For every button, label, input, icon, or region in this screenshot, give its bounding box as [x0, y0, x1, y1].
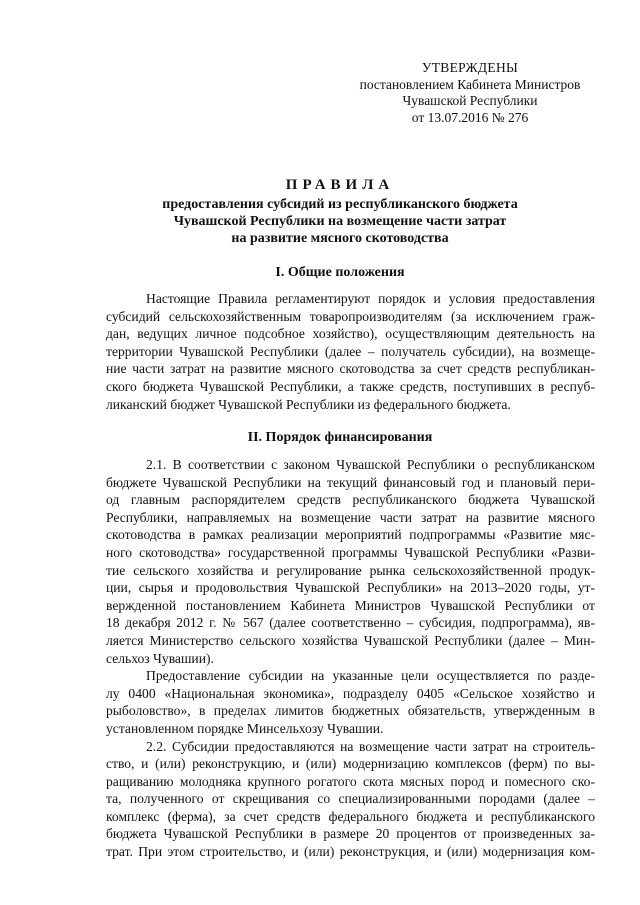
text-line: лу 0400 «Национальная экономика», подразделу 0405 «Сельское хозяйство и: [106, 685, 595, 701]
approval-line-1: постановлением Кабинета Министров: [359, 76, 581, 92]
text-line: 18 декабря 2012 г. № 567 (далее соответственно – субсидия, подпрограмма), яв-: [106, 615, 595, 631]
text-line: вержденной постановлением Кабинета Министров Чувашской Республики от: [106, 597, 595, 613]
text-line: ликанский бюджет Чувашской Республики из федерального бюджета.: [106, 396, 511, 412]
text-line: бюджета Чувашской Республики в размере 20 процентов от произведенных за-: [106, 826, 595, 842]
text-line: ляется Министерство сельского хозяйства Чувашской Республики (далее – Мин-: [106, 632, 595, 648]
document-title-line-2: Чувашской Республики на возмещение части затрат: [173, 214, 507, 229]
text-line: комплекс (ферма), за счет средств федерального бюджета и республиканского: [106, 808, 595, 824]
section-heading-financing: II. Порядок финансирования: [247, 430, 433, 445]
text-line: сельхоз Чувашии).: [106, 650, 214, 666]
document-title-line-1: предоставления субсидий из республиканского бюджета: [162, 197, 518, 212]
text-line: Предоставление субсидии на указанные цели осуществляется по разде-: [146, 668, 595, 684]
document-title: [100, 177, 580, 247]
text-line: та, полученного от скрещивания со специализированными породами (далее –: [106, 791, 595, 807]
approval-stamp: [330, 60, 610, 126]
text-line: субсидий сельскохозяйственным товаропроизводителям (за исключением граж-: [106, 308, 595, 324]
text-line: ние части затрат на развитие мясного скотоводства за счет средств республикан-: [106, 361, 595, 377]
text-line: ного скотоводства» государственной программы Чувашской Республики «Разви-: [106, 544, 595, 560]
text-line: дан, ведущих личное подсобное хозяйство), осуществляющим деятельность на: [106, 326, 595, 342]
text-line: ство, и (или) реконструкцию, и (или) модернизацию комплексов (ферм) по вы-: [106, 756, 595, 772]
text-line: 2.1. В соответствии с законом Чувашской Республики о республиканском: [146, 457, 595, 472]
text-line: ции, сырья и продовольствия Чувашской Республики» на 2013–2020 годы, ут-: [106, 580, 595, 596]
text-line: территории Чувашской Республики (далее – получатель субсидии), на возмеще-: [106, 343, 595, 359]
section-general-text: [106, 290, 595, 413]
text-line: рыболовство», в пределах лимитов бюджетных обязательств, утвержденным в: [106, 703, 595, 719]
approval-line-2: Чувашской Республики: [402, 93, 538, 108]
text-line: ского бюджета Чувашской Республики, а также средств, поступивших в респуб-: [106, 378, 595, 394]
text-line: бюджете Чувашской Республики на текущий финансовый год и плановый пери-: [106, 474, 595, 490]
text-line: ращиванию молодняка крупного рогатого скота мясных пород и помесного ско-: [106, 773, 595, 789]
approval-title: УТВЕРЖДЕНЫ: [421, 60, 519, 75]
section-financing-text: [106, 456, 595, 861]
text-line: 2.2. Субсидии предоставляются на возмещение части затрат на строитель-: [146, 738, 595, 754]
text-line: скотоводства в рамках реализации мероприятий подпрограммы «Развитие мяс-: [106, 527, 595, 543]
section-heading-general: I. Общие положения: [275, 265, 405, 280]
text-line: Республики, направляемых на возмещение части затрат на развитие мясного: [106, 509, 595, 525]
text-line: од главным распорядителем средств республиканского бюджета Чувашской: [106, 492, 595, 508]
approval-line-3: от 13.07.2016 № 276: [411, 109, 529, 125]
text-line: установленном порядке Минсельхозу Чувашии.: [106, 720, 384, 736]
text-line: Настоящие Правила регламентируют порядок и условия предоставления: [146, 291, 595, 306]
text-line: трат. При этом строительство, и (или) реконструкция, и (или) модернизация ком-: [106, 844, 595, 860]
text-line: тие сельского хозяйства и регулирование рынка сельскохозяйственной продук-: [106, 562, 595, 578]
document-title-head: ПРАВИЛА: [285, 177, 395, 193]
document-title-line-3: на развитие мясного скотоводства: [231, 231, 449, 246]
